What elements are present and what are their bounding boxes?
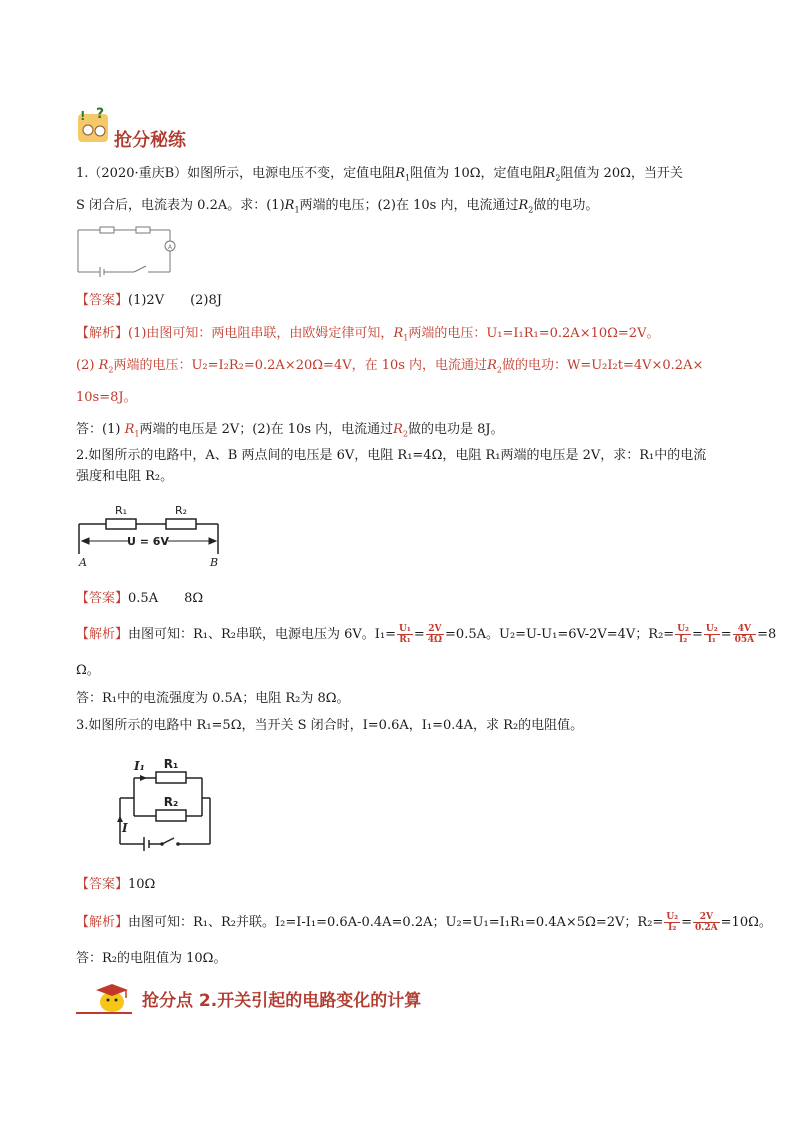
q1-analysis-line2: (2) $R_2$两端的电压：U₂=I₂R₂=0.2A×20Ω=4V，在 10s 内，电流通过$R_2$做的电功：W=U₂I₂t=4V×0.2A× [76, 358, 704, 375]
q1-analysis-line1: 【解析】(1)由图可知：两电阻串联，由欧姆定律可知，$R_1$两端的电压：U₁=I₁R₁=0.2A×10Ω=2V。 [76, 326, 660, 343]
section2-heading [76, 982, 496, 1018]
q3-fig-i1-label: I₁ [134, 759, 145, 773]
q2-analysis-line2: Ω。 [76, 663, 100, 678]
section1-title: 抢分秘练 [114, 130, 186, 151]
q1-circuit-diagram [76, 222, 186, 278]
section1-heading [76, 104, 276, 151]
q2-stem-line1: 2.如图所示的电路中，A、B 两点间的电压是 6V，电阻 R₁=4Ω，电阻 R₁两端的电压是 2V，求：R₁中的电流 [76, 448, 707, 463]
cartoon-question-icon [76, 104, 112, 144]
q2-fig-r2-label: R₂ [174, 504, 188, 517]
q2-fig-u-label: U = 6V [127, 535, 169, 548]
q1-analysis-line3: 10s=8J。 [76, 390, 137, 405]
q1-final-answer: 答：(1) $R_1$两端的电压是 2V；(2)在 10s 内，电流通过$R_2$做的电功是 8J。 [76, 422, 504, 439]
q3-fig-i-label: I [122, 821, 128, 835]
graduation-cap-icon [76, 982, 132, 1016]
q3-final-answer: 答：R₂的电阻值为 10Ω。 [76, 951, 227, 966]
q3-circuit-diagram [112, 756, 216, 852]
q2-fig-a-label: A [79, 556, 87, 569]
q2-answer: 【答案】0.5A 8Ω [76, 591, 204, 606]
q3-analysis: 【解析】由图可知：R₁、R₂并联。I₂=I-I₁=0.6A-0.4A=0.2A；U₂=U₁=I₁R₁=0.4A×5Ω=2V；R₂= $\frac{\text{U₂}}{\text{I₂}}$ = $\frac{2V}{0.2A}$ =10Ω。 [76, 912, 772, 933]
q1-stem-line1: 1.（2020·重庆B）如图所示，电源电压不变，定值电阻$R_1$阻值为 10Ω，定值电阻$R_2$阻值为 20Ω，当开关 [76, 166, 683, 183]
q2-stem-line2: 强度和电阻 R₂。 [76, 469, 174, 484]
q2-analysis-line1: 【解析】由图可知：R₁、R₂串联，电源电压为 6V。I₁= $\frac{\text{U₁}}{\text{R₁}}$ = $\frac{2V}{4\Omega}$ =0.5A。U₂=U-U₁=6V-2V=4V；R₂= $\frac{\text{U₂}}{\text{I₂}}$ = $\frac{\text{U₂}}{\text{I₁}}$ = $\frac{4V}{05A}$ =8 [76, 624, 777, 645]
q3-stem: 3.如图所示的电路中 R₁=5Ω，当开关 S 闭合时，I=0.6A，I₁=0.4A，求 R₂的电阻值。 [76, 718, 584, 733]
svg-text:!: ! [80, 109, 86, 123]
q2-fig-b-label: B [210, 556, 219, 569]
svg-text:?: ? [96, 106, 105, 122]
q2-circuit-diagram [76, 500, 226, 570]
section2-title: 抢分点 2.开关引起的电路变化的计算 [142, 991, 422, 1011]
q1-answer: 【答案】(1)2V (2)8J [76, 293, 222, 308]
q2-final-answer: 答：R₁中的电流强度为 0.5A；电阻 R₂为 8Ω。 [76, 691, 350, 706]
svg-text:A: A [167, 244, 173, 251]
q3-fig-r2-label: R₂ [163, 795, 179, 809]
q1-stem-line2: S 闭合后，电流表为 0.2A。求：$(1)R_1$两端的电压；(2)在 10s 内，电流通过$R_2$做的电功。 [76, 198, 599, 215]
q3-answer: 【答案】10Ω [76, 877, 156, 892]
q2-fig-r1-label: R₁ [114, 504, 128, 517]
q3-fig-r1-label: R₁ [163, 757, 179, 771]
